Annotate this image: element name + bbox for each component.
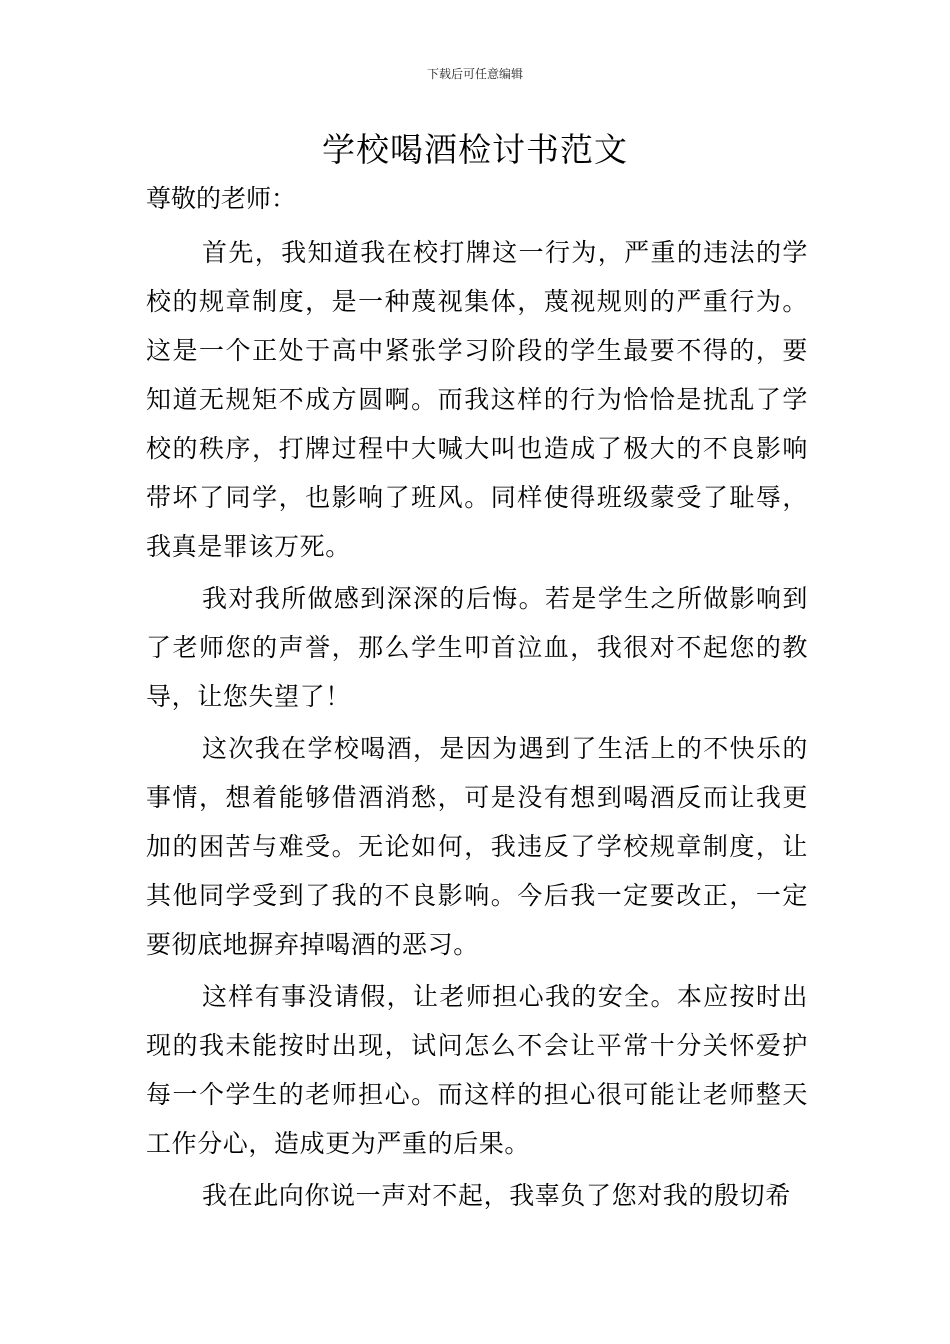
header-note: 下载后可任意编辑	[426, 67, 523, 81]
document-title: 学校喝酒检讨书范文	[322, 130, 628, 169]
paragraph-3: 这次我在学校喝酒，是因为遇到了生活上的不快乐的事情，想着能够借酒消愁，可是没有想到喝酒反而让我更加的困苦与难受。无论如何，我违反了学校规章制度，让其他同学受到了我的不良影响。今后我一定要改正，一定要彻底地摒弃掉喝酒的恶习。	[146, 734, 808, 959]
paragraph-1: 首先，我知道我在校打牌这一行为，严重的违法的学校的规章制度，是一种蔑视集体，蔑视规则的严重行为。这是一个正处于高中紧张学习阶段的学生最要不得的，要知道无规矩不成方圆啊。而我这样的行为恰恰是扰乱了学校的秩序，打牌过程中大喊大叫也造成了极大的不良影响带坏了同学，也影响了班风。同样使得班级蒙受了耻辱，我真是罪该万死。	[146, 238, 808, 561]
paragraph-2: 我对我所做感到深深的后悔。若是学生之所做影响到了老师您的声誉，那么学生叩首泣血，我很对不起您的教导，让您失望了！	[146, 584, 808, 711]
paragraph-5: 我在此向你说一声对不起，我辜负了您对我的殷切希	[202, 1181, 791, 1210]
paragraph-4: 这样有事没请假，让老师担心我的安全。本应按时出现的我未能按时出现，试问怎么不会让平常十分关怀爱护每一个学生的老师担心。而这样的担心很可能让老师整天工作分心，造成更为严重的后果。	[146, 982, 808, 1158]
document-body	[146, 228, 808, 1220]
salutation: 尊敬的老师：	[146, 184, 297, 213]
